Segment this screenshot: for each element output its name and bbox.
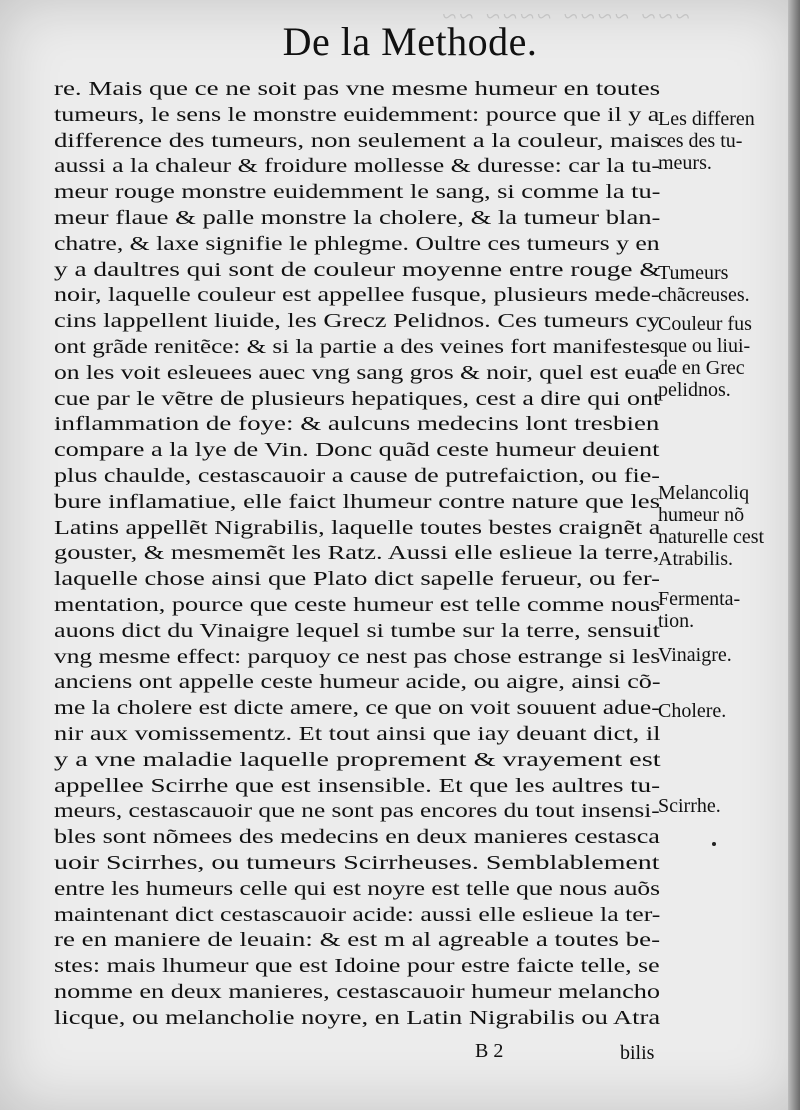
body-line: meurs, cestascauoir que ne sont pas encores du tout insensi- [54, 800, 660, 823]
body-line: plus chaulde, cestascauoir a cause de putrefaiction, ou fie- [54, 465, 660, 487]
marginal-note [658, 313, 752, 401]
running-head: De la Methode. [282, 19, 538, 64]
body-line: Latins appellẽt Nigrabilis, laquelle toutes bestes craignẽt a [54, 516, 661, 539]
body-line: tumeurs, le sens le monstre euidemment: pource que il y a [54, 103, 660, 126]
body-line: cue par le vẽtre de plusieurs hepatiques, cest a dire qui ont [54, 387, 661, 410]
body-line: cins lappellent liuide, les Grecz Pelidnos. Ces tumeurs cy [54, 310, 661, 333]
marginal-note [658, 588, 740, 632]
page-gutter-shadow [788, 0, 800, 1110]
marginal-note-line: pelidnos. [658, 379, 731, 401]
marginal-note [658, 795, 721, 817]
body-line: aussi a la chaleur & froidure mollesse & duresse: car la tu- [54, 155, 661, 178]
body-line: bure inflamatiue, elle faict lhumeur contre nature que les [54, 490, 661, 513]
marginal-note-line: humeur nõ [658, 504, 745, 526]
marginal-note-line: que ou liui- [658, 335, 751, 357]
marginal-note-line: Les differen [658, 108, 755, 130]
marginal-note-line: Tumeurs [658, 262, 729, 284]
body-line: difference des tumeurs, non seulement a la couleur, mais [54, 129, 661, 152]
marginal-note [658, 482, 764, 570]
marginal-note-line: naturelle cest [658, 526, 765, 548]
body-line: maintenant dict cestascauoir acide: aussi elle eslieue la ter- [54, 903, 661, 926]
body-line: nir aux vomissementz. Et tout ainsi que iay deuant dict, il [54, 723, 661, 745]
body-line: bles sont nõmees des medecins en deux manieres cestasca [54, 826, 660, 849]
marginal-note-line: Fermenta- [658, 588, 741, 610]
ink-speck [712, 842, 716, 846]
body-line: stes: mais lhumeur que est Idoine pour estre faicte telle, se [54, 955, 660, 978]
marginal-note-line: Atrabilis. [658, 548, 733, 570]
body-line: y a vne maladie laquelle proprement & vrayement est [54, 748, 661, 771]
body-line: gouster, & mesmemẽt les Ratz. Aussi elle eslieue la terre, [54, 542, 660, 565]
marginal-note-line: Cholere. [658, 700, 727, 722]
body-line: noir, laquelle couleur est appellee fusque, plusieurs mede- [54, 284, 660, 307]
body-line: entre les humeurs celle qui est noyre est telle que nous auõs [54, 877, 661, 900]
marginal-note-line: Couleur fus [658, 313, 752, 335]
body-line: nomme en deux manieres, cestascauoir humeur melancho [54, 981, 661, 1003]
body-line: ont grãde renitẽce: & si la partie a des veines fort manifestes [54, 336, 660, 358]
body-line: y a daultres qui sont de couleur moyenne entre rouge & [54, 258, 661, 281]
body-line: anciens ont appelle ceste humeur acide, ou aigre, ainsi cõ- [54, 671, 661, 694]
marginal-note [658, 108, 755, 174]
body-line: uoir Scirrhes, ou tumeurs Scirrheuses. Semblablement [54, 852, 660, 874]
body-line: re. Mais que ce ne soit pas vne mesme humeur en toutes [54, 78, 661, 100]
marginal-note [658, 262, 750, 306]
body-line: vng mesme effect: parquoy ce nest pas chose estrange si les [54, 645, 661, 668]
marginal-note-line: tion. [658, 610, 695, 632]
show-through-text: ~~~ ~~~~ ~~~~ ~~ [439, 2, 690, 31]
body-line: on les voit esleuees auec vng sang gros & noir, quel est eua [54, 361, 660, 384]
catchword: bilis [620, 1042, 655, 1064]
marginal-note-line: Scirrhe. [658, 795, 721, 817]
body-line: meur rouge monstre euidemment le sang, si comme la tu- [54, 181, 661, 204]
marginal-note [658, 700, 726, 722]
body-line: licque, ou melancholie noyre, en Latin Nigrabilis ou Atra [54, 1006, 661, 1029]
body-line: re en maniere de leuain: & est m al agreable a toutes be- [54, 929, 661, 952]
marginal-note-line: chãcreuses. [658, 284, 750, 306]
body-line: meur flaue & palle monstre la cholere, & la tumeur blan- [54, 207, 661, 229]
marginal-note-line: de en Grec [658, 357, 745, 379]
marginal-note-line: Vinaigre. [658, 644, 732, 666]
marginal-note-line: meurs. [658, 152, 712, 174]
marginal-note-line: ces des tu- [658, 130, 743, 152]
body-line: chatre, & laxe signifie le phlegme. Oultre ces tumeurs y en [54, 232, 660, 255]
body-line: compare a la lye de Vin. Donc quãd ceste humeur deuient [54, 439, 660, 462]
marginal-note [658, 644, 732, 666]
marginal-note-line: Melancoliq [658, 482, 750, 504]
body-line: laquelle chose ainsi que Plato dict sapelle ferueur, ou fer- [54, 568, 660, 591]
body-line: appellee Scirrhe que est insensible. Et que les aultres tu- [54, 774, 661, 797]
body-line: mentation, pource que ceste humeur est telle comme nous [54, 594, 661, 616]
signature-mark: B 2 [475, 1040, 504, 1062]
body-line: me la cholere est dicte amere, ce que on voit souuent adue- [54, 697, 660, 720]
body-line: auons dict du Vinaigre lequel si tumbe sur la terre, sensuit [54, 619, 660, 642]
body-line: inflammation de foye: & aulcuns medecins lont tresbien [54, 413, 660, 436]
